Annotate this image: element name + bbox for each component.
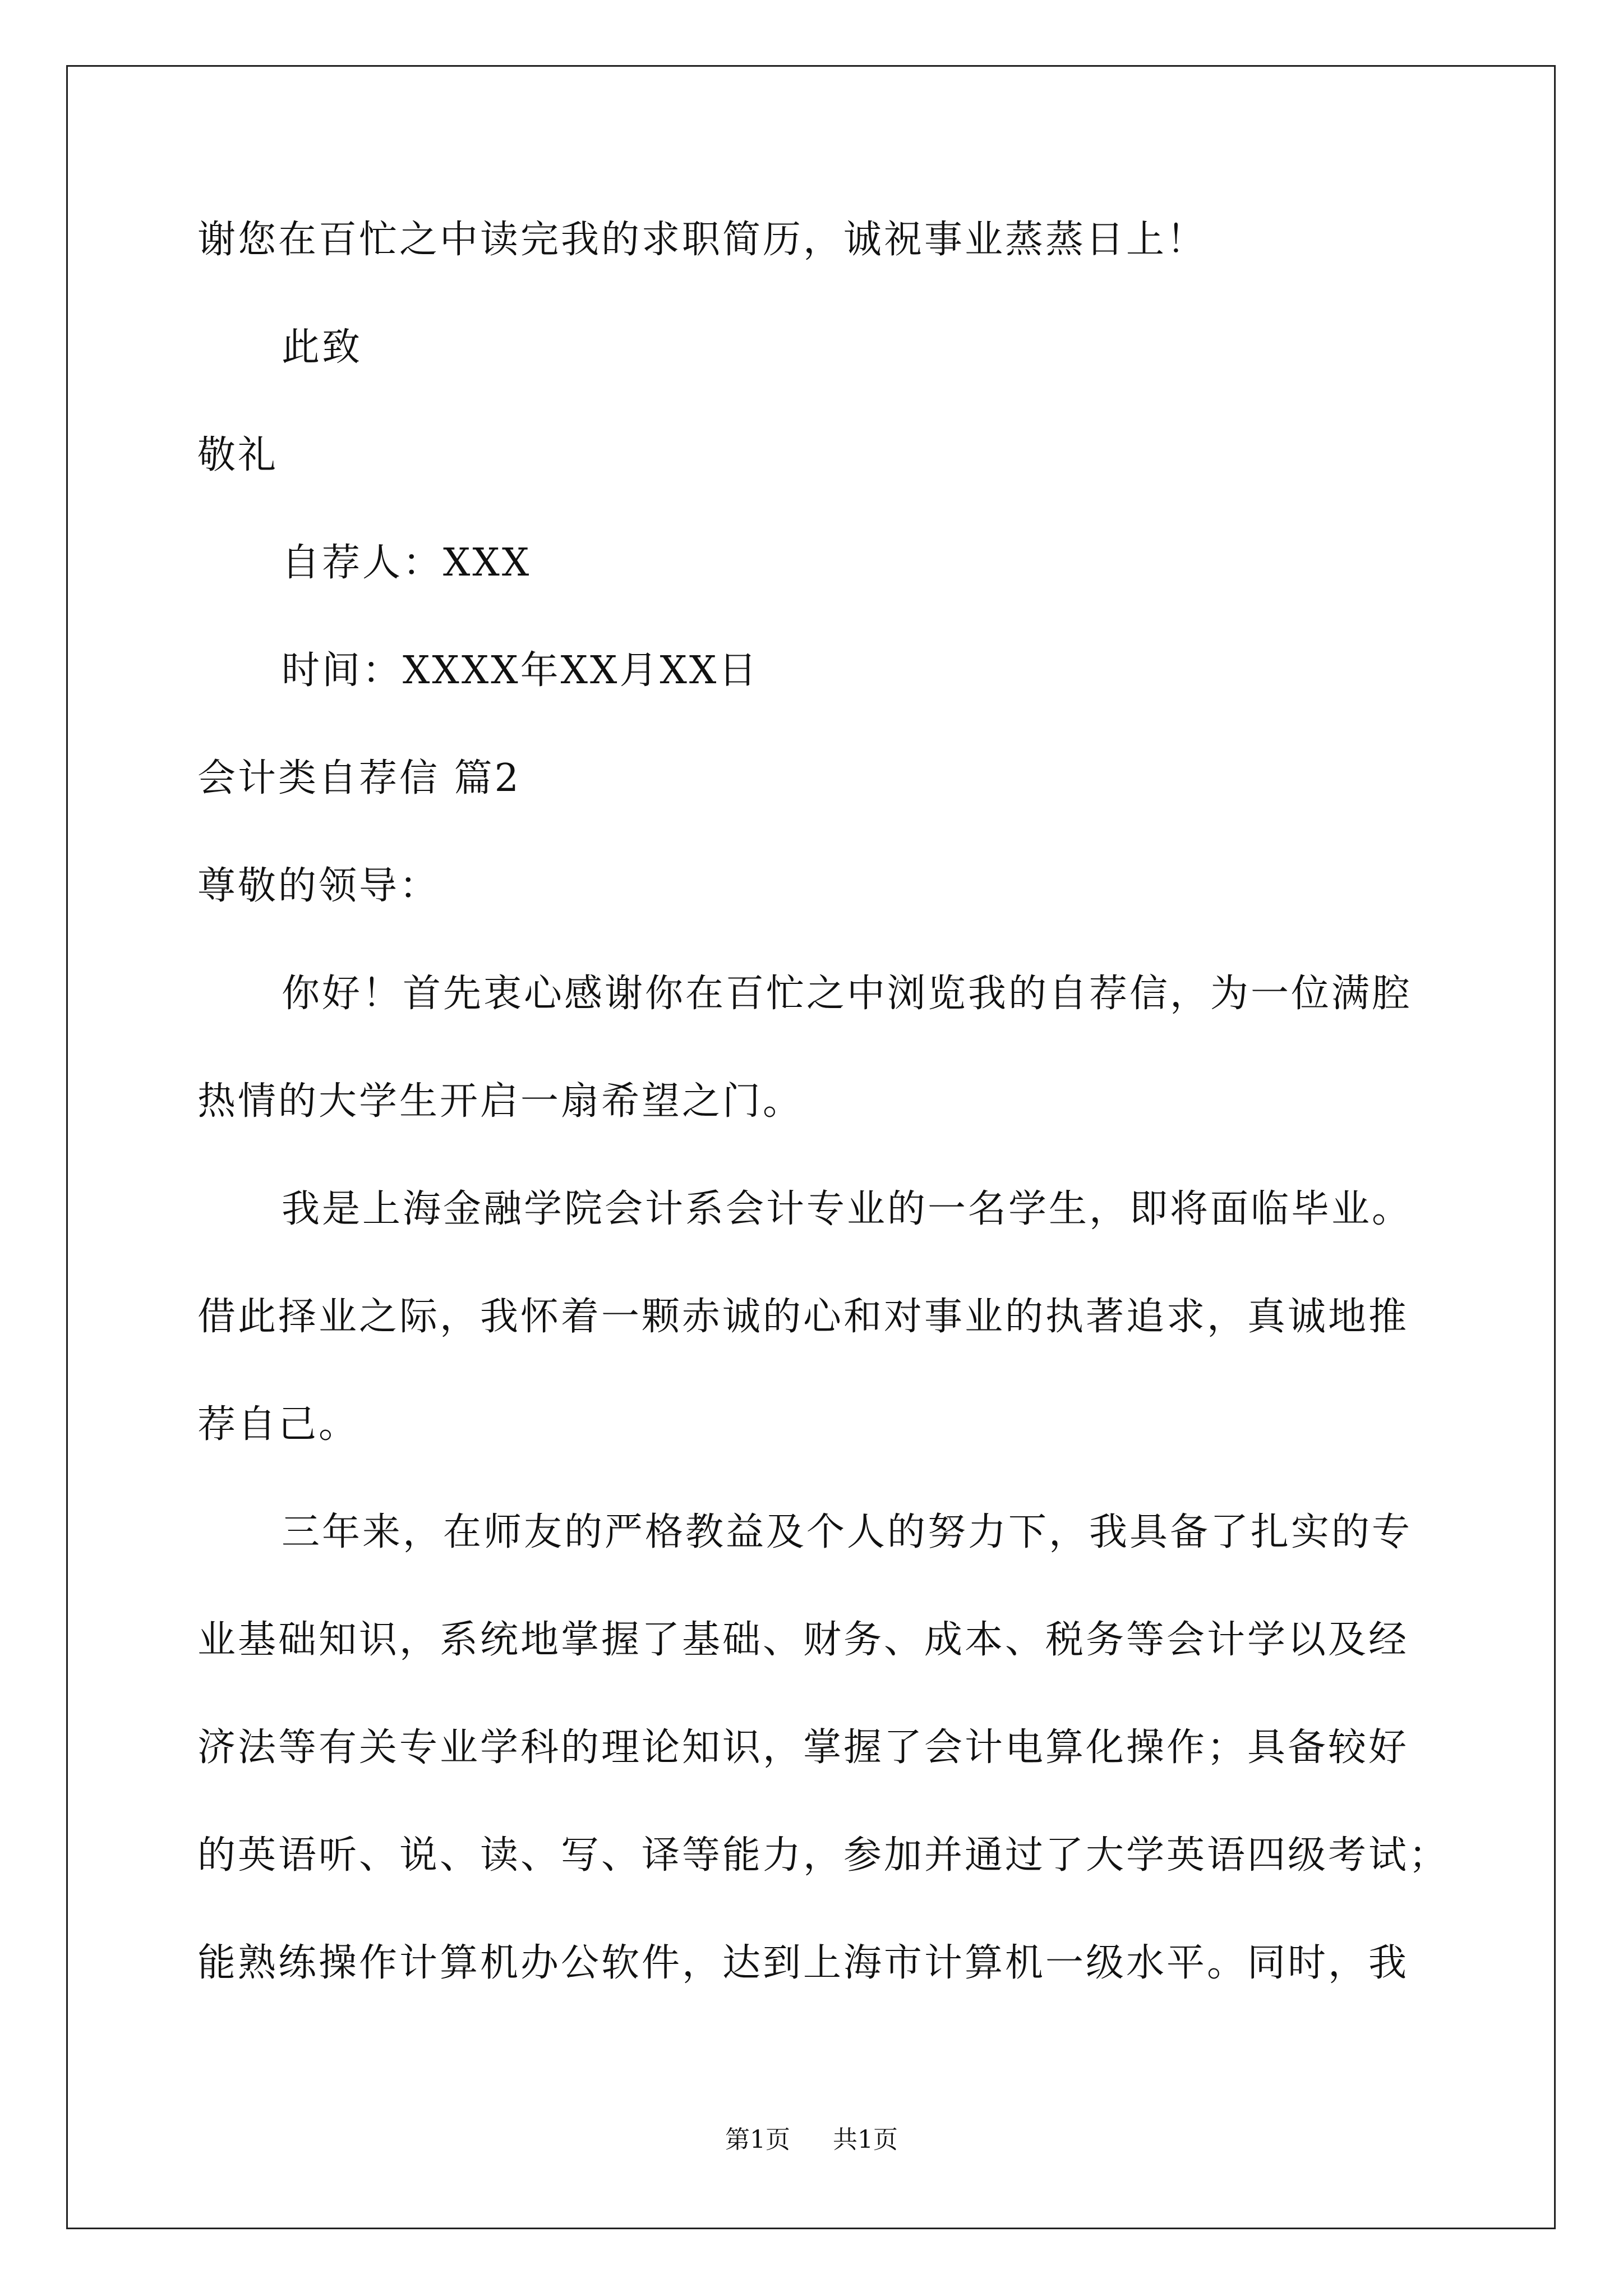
page-border [66,65,1556,2229]
paragraph-line: 业基础知识，系统地掌握了基础、财务、成本、税务等会计学以及经 [197,1618,1409,1662]
page-number-current: 第1页 [725,2125,790,2154]
greeting: 尊敬的领导： [197,864,440,908]
paragraph-line: 的英语听、说、读、写、译等能力，参加并通过了大学英语四级考试； [197,1833,1450,1878]
paragraph-line: 三年来，在师友的严格教益及个人的努力下，我具备了扎实的专 [282,1510,1413,1554]
page-number-total: 共1页 [833,2125,898,2154]
salutation-jingli: 敬礼 [197,433,279,477]
date-line: 时间：XXXX年XX月XX日 [282,648,759,693]
paragraph-line: 能熟练操作计算机办公软件，达到上海市计算机一级水平。同时，我 [197,1941,1409,1985]
paragraph-line: 你好！首先衷心感谢你在百忙之中浏览我的自荐信，为一位满腔 [282,972,1413,1016]
paragraph-line: 我是上海金融学院会计系会计专业的一名学生，即将面临毕业。 [282,1187,1413,1231]
paragraph-line: 热情的大学生开启一扇希望之门。 [197,1079,804,1124]
paragraph-line: 荐自己。 [197,1402,359,1447]
section-heading: 会计类自荐信 篇2 [197,756,521,800]
page-footer [0,2126,1623,2154]
paragraph-line: 借此择业之际，我怀着一颗赤诚的心和对事业的执著追求，真诚地推 [197,1295,1409,1339]
closing-sentence: 谢您在百忙之中读完我的求职简历，诚祝事业蒸蒸日上！ [197,218,1207,262]
paragraph-line: 济法等有关专业学科的理论知识，掌握了会计电算化操作；具备较好 [197,1726,1409,1770]
signature-line: 自荐人：XXX [282,541,532,585]
salutation-cizhi: 此致 [282,325,363,370]
